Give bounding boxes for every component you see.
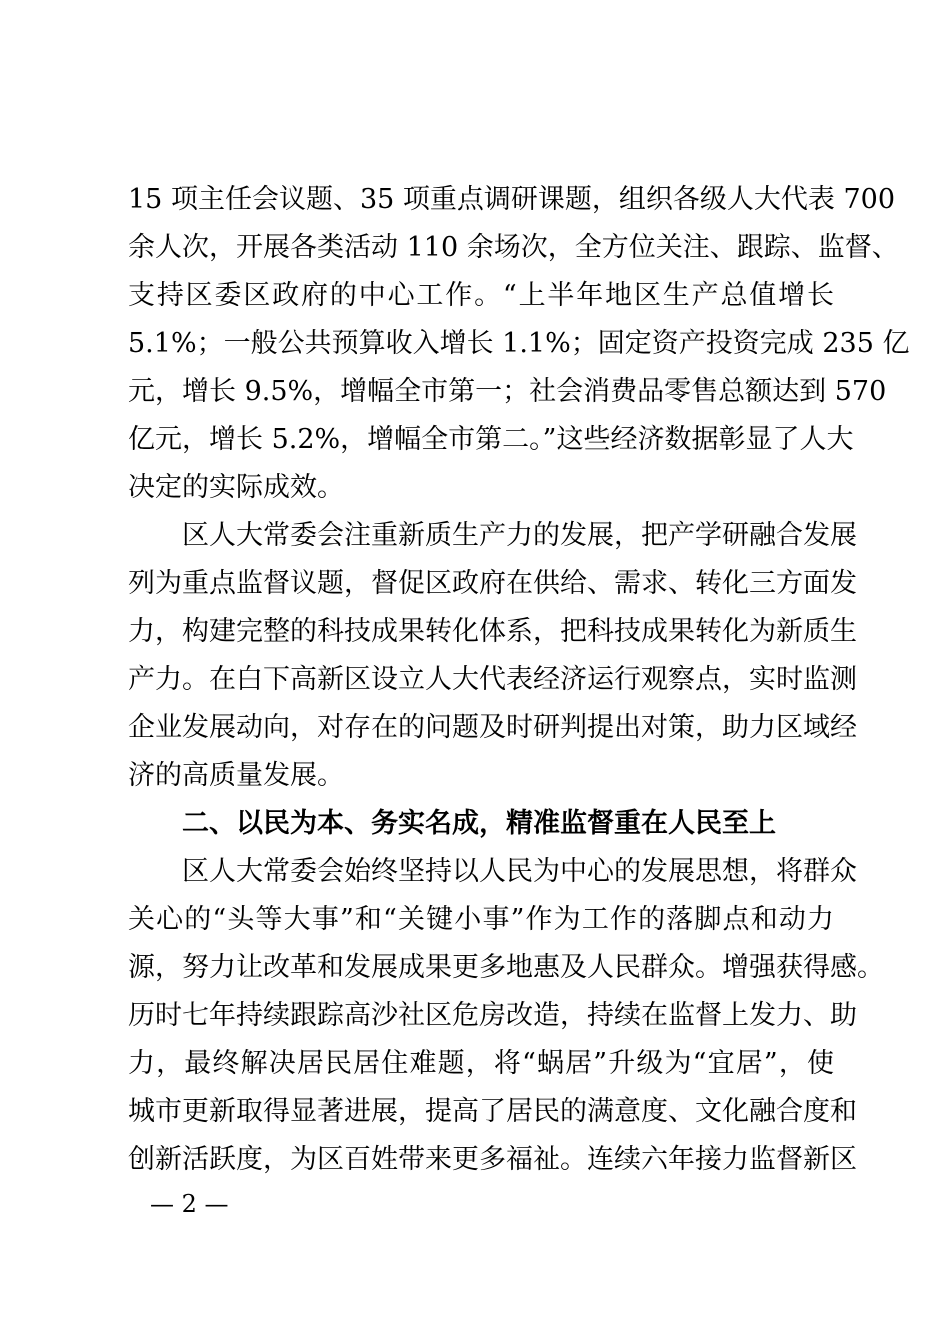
text-line-4: 5.1%；一般公共预算收入增长 1.1%；固定资产投资完成 235 亿 xyxy=(128,328,910,359)
text-line-7: 决定的实际成效。 xyxy=(128,472,344,503)
text-line-18: 历时七年持续跟踪高沙社区危房改造，持续在监督上发力、助 xyxy=(128,1000,857,1031)
text-line-10: 力，构建完整的科技成果转化体系，把科技成果转化为新质生 xyxy=(128,616,857,647)
text-line-20: 城市更新取得显著进展，提高了居民的满意度、文化融合度和 xyxy=(128,1096,857,1127)
text-line-17: 源，努力让改革和发展成果更多地惠及人民群众。增强获得感。 xyxy=(128,952,884,983)
text-line-3: 支持区委区政府的中心工作。“上半年地区生产总值增长 xyxy=(128,280,834,311)
text-line-8: 区人大常委会注重新质生产力的发展，把产学研融合发展 xyxy=(182,520,857,551)
text-line-1: 15 项主任会议题、35 项重点调研课题，组织各级人大代表 700 xyxy=(128,184,895,215)
text-line-11: 产力。在白下高新区设立人大代表经济运行观察点，实时监测 xyxy=(128,664,857,695)
text-line-12: 企业发展动向，对存在的问题及时研判提出对策，助力区域经 xyxy=(128,712,857,743)
text-line-6: 亿元，增长 5.2%，增幅全市第二。”这些经济数据彰显了人大 xyxy=(128,424,854,455)
text-line-2: 余人次，开展各类活动 110 余场次，全方位关注、跟踪、监督、 xyxy=(128,232,899,263)
text-line-15: 区人大常委会始终坚持以人民为中心的发展思想，将群众 xyxy=(182,856,857,887)
text-line-13: 济的高质量发展。 xyxy=(128,760,344,791)
text-line-21: 创新活跃度，为区百姓带来更多福祉。连续六年接力监督新区 xyxy=(128,1144,857,1175)
text-line-19: 力，最终解决居民居住难题，将“蜗居”升级为“宜居”，使 xyxy=(128,1048,834,1079)
text-line-5: 元，增长 9.5%，增幅全市第一；社会消费品零售总额达到 570 xyxy=(128,376,887,407)
section-heading: 二、以民为本、务实名成，精准监督重在人民至上 xyxy=(182,808,776,839)
text-line-16: 关心的“头等大事”和“关键小事”作为工作的落脚点和动力 xyxy=(128,904,834,935)
page-number: — 2 — xyxy=(150,1190,229,1218)
text-line-9: 列为重点监督议题，督促区政府在供给、需求、转化三方面发 xyxy=(128,568,857,599)
